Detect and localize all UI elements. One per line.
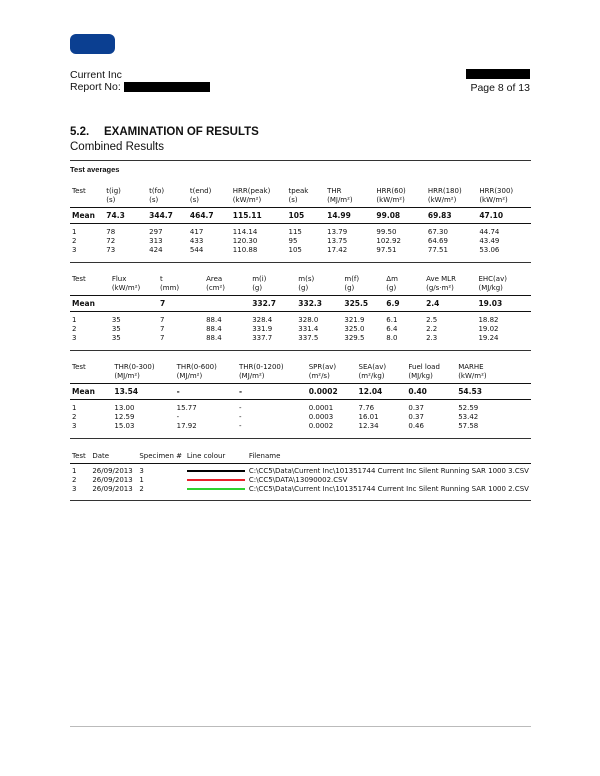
mean-cell: Mean bbox=[70, 296, 110, 312]
column-header-label: m(i) bbox=[252, 275, 267, 283]
table-row bbox=[70, 422, 531, 431]
table-cell: 331.9 bbox=[252, 325, 273, 333]
column-header-label: THR(0-300) bbox=[114, 363, 155, 371]
column-header-unit: (MJ/m²) bbox=[176, 372, 203, 380]
table-cell: 102.92 bbox=[376, 237, 401, 245]
column-header bbox=[374, 187, 425, 208]
table-cell: 19.24 bbox=[478, 334, 499, 342]
column-header bbox=[204, 275, 250, 296]
table-cell: 114.14 bbox=[232, 228, 258, 236]
column-header-label: HRR(60) bbox=[376, 187, 406, 195]
table-cell: 35 bbox=[111, 325, 121, 333]
table-cell: - bbox=[238, 404, 242, 412]
column-header bbox=[110, 275, 158, 296]
column-header-unit: (kW/m²) bbox=[111, 284, 141, 292]
section-heading bbox=[70, 126, 259, 138]
column-header bbox=[342, 275, 384, 296]
column-header-unit: (s) bbox=[288, 196, 298, 204]
table-cell: 424 bbox=[149, 246, 163, 254]
column-header bbox=[384, 275, 424, 296]
table-cell: 7.76 bbox=[358, 404, 375, 412]
table-cell: 1 bbox=[72, 404, 77, 412]
column-header bbox=[158, 275, 204, 296]
column-header: Date bbox=[92, 452, 110, 460]
report-label: Report No: bbox=[70, 81, 121, 93]
column-header-label: HRR(300) bbox=[479, 187, 514, 195]
column-header-unit: (s) bbox=[149, 196, 159, 204]
table-cell: 26/09/2013 bbox=[92, 485, 133, 493]
line-colour-cell bbox=[185, 467, 247, 476]
column-header-unit: (kW/m²) bbox=[232, 196, 262, 204]
mean-row bbox=[70, 208, 531, 224]
divider bbox=[70, 500, 531, 501]
column-header-label: EHC(av) bbox=[478, 275, 507, 283]
table-cell: 72 bbox=[106, 237, 116, 245]
table-cell: 3 bbox=[72, 246, 77, 254]
column-header bbox=[325, 187, 374, 208]
table-cell: 12.59 bbox=[114, 413, 135, 421]
table-cell: 313 bbox=[149, 237, 163, 245]
line-colour-cell bbox=[185, 485, 247, 494]
table-cell: 297 bbox=[149, 228, 163, 236]
table-header-row bbox=[70, 452, 531, 464]
table-cell: 43.49 bbox=[479, 237, 500, 245]
table-cell: 2 bbox=[139, 485, 144, 493]
column-header-unit: (kW/m²) bbox=[458, 372, 487, 380]
table-header-row bbox=[70, 275, 531, 296]
table-cell: 433 bbox=[189, 237, 204, 245]
column-header-unit: (MJ/m²) bbox=[114, 372, 140, 380]
table-cell: 6.4 bbox=[386, 325, 398, 333]
table-row bbox=[70, 325, 531, 334]
table-cell: 2.3 bbox=[426, 334, 438, 342]
table-cell: 53.06 bbox=[479, 246, 500, 254]
mean-cell: 14.99 bbox=[325, 208, 374, 224]
table-cell: 77.51 bbox=[427, 246, 448, 254]
table-cell: 52.59 bbox=[458, 404, 479, 412]
column-header bbox=[112, 363, 174, 384]
table-cell: 328.4 bbox=[252, 316, 273, 324]
column-header bbox=[476, 275, 531, 296]
divider bbox=[70, 438, 531, 439]
mean-row bbox=[70, 384, 531, 400]
table-cell: 1 bbox=[72, 467, 77, 475]
table-cell: 17.42 bbox=[327, 246, 348, 254]
column-header-unit: (m²/s) bbox=[308, 372, 330, 380]
filename-cell: C:\CC5\Data\Current Inc\101351744 Current Inc Silent Running SAR 1000 2.CSV bbox=[248, 485, 529, 493]
table-cell: 78 bbox=[106, 228, 116, 236]
column-header-unit: (kW/m²) bbox=[427, 196, 457, 204]
column-header bbox=[250, 275, 296, 296]
table-cell: 1 bbox=[139, 476, 144, 484]
column-header-unit: (s) bbox=[106, 196, 116, 204]
table-cell: - bbox=[238, 422, 242, 430]
table-cell: 110.88 bbox=[232, 246, 258, 254]
column-header-label: THR(0-1200) bbox=[238, 363, 284, 371]
mean-cell: 105 bbox=[287, 208, 326, 224]
table-cell: 26/09/2013 bbox=[92, 467, 133, 475]
company-logo bbox=[70, 34, 115, 54]
table-cell: 328.0 bbox=[298, 316, 319, 324]
file-row bbox=[70, 467, 531, 476]
redaction-box bbox=[124, 82, 210, 92]
table-cell: - bbox=[238, 413, 242, 421]
column-header bbox=[424, 275, 476, 296]
table-cell: 15.77 bbox=[176, 404, 197, 412]
mean-cell: - bbox=[237, 384, 307, 400]
column-header bbox=[231, 187, 287, 208]
table-row bbox=[70, 413, 531, 422]
results-table-2 bbox=[70, 275, 531, 343]
mean-cell: 19.03 bbox=[476, 296, 531, 312]
section-title: EXAMINATION OF RESULTS bbox=[104, 126, 259, 138]
column-header-label: SPR(av) bbox=[308, 363, 337, 371]
column-header bbox=[296, 275, 342, 296]
table-cell: 88.4 bbox=[206, 334, 222, 342]
line-colour-swatch bbox=[187, 470, 245, 472]
column-header-label: Δm bbox=[386, 275, 398, 283]
column-header-unit: (g) bbox=[252, 284, 263, 292]
column-header bbox=[307, 363, 357, 384]
column-header bbox=[70, 187, 104, 208]
table-cell: 19.02 bbox=[478, 325, 499, 333]
column-header: Filename bbox=[248, 452, 281, 460]
table-cell: 13.00 bbox=[114, 404, 135, 412]
table-caption: Test averages bbox=[70, 165, 120, 174]
mean-cell: 325.5 bbox=[342, 296, 384, 312]
table-cell: 417 bbox=[189, 228, 204, 236]
column-header-label: t(end) bbox=[189, 187, 212, 195]
column-header bbox=[456, 363, 531, 384]
column-header bbox=[237, 363, 307, 384]
mean-cell: - bbox=[175, 384, 237, 400]
column-header-label: m(f) bbox=[344, 275, 360, 283]
table-cell: 105 bbox=[288, 246, 302, 254]
table-cell: 64.69 bbox=[427, 237, 448, 245]
mean-cell: Mean bbox=[70, 208, 104, 224]
mean-cell: 12.04 bbox=[357, 384, 407, 400]
column-header: Specimen # bbox=[139, 452, 182, 460]
table-cell: 88.4 bbox=[206, 325, 222, 333]
column-header-unit: (MJ/m²) bbox=[238, 372, 265, 380]
table-cell: 15.03 bbox=[114, 422, 135, 430]
column-header bbox=[287, 187, 326, 208]
mean-cell: 0.0002 bbox=[307, 384, 357, 400]
column-header-label: tpeak bbox=[288, 187, 309, 195]
table-cell: 0.0002 bbox=[308, 422, 334, 430]
header-right bbox=[466, 69, 530, 94]
mean-cell: 99.08 bbox=[374, 208, 425, 224]
column-header-label: MARHE bbox=[458, 363, 484, 371]
table-row bbox=[70, 400, 531, 414]
table-cell: 97.51 bbox=[376, 246, 397, 254]
table-cell: 1 bbox=[72, 228, 77, 236]
column-header bbox=[357, 363, 407, 384]
table-cell: 67.30 bbox=[427, 228, 448, 236]
table-cell: 544 bbox=[189, 246, 204, 254]
table-cell: 321.9 bbox=[344, 316, 365, 324]
column-header bbox=[477, 187, 531, 208]
table-cell: 337.5 bbox=[298, 334, 319, 342]
table-cell: 57.58 bbox=[458, 422, 479, 430]
column-header bbox=[70, 363, 112, 384]
table-cell: 2 bbox=[72, 325, 77, 333]
mean-cell: Mean bbox=[70, 384, 112, 400]
file-row bbox=[70, 476, 531, 485]
table-cell: 26/09/2013 bbox=[92, 476, 133, 484]
files-table bbox=[70, 452, 531, 494]
table-cell: 115 bbox=[288, 228, 302, 236]
column-header-label: t(ig) bbox=[106, 187, 121, 195]
column-header-unit: (cm²) bbox=[206, 284, 226, 292]
table-row bbox=[70, 312, 531, 326]
divider bbox=[70, 160, 531, 161]
mean-row bbox=[70, 296, 531, 312]
mean-cell: 115.11 bbox=[231, 208, 287, 224]
table-cell: 35 bbox=[111, 334, 121, 342]
column-header bbox=[188, 187, 231, 208]
mean-cell: 7 bbox=[158, 296, 204, 312]
table-row bbox=[70, 246, 531, 255]
column-header-unit: (s) bbox=[189, 196, 200, 204]
column-header-unit: (g) bbox=[298, 284, 309, 292]
mean-cell: 54.53 bbox=[456, 384, 531, 400]
results-table-1 bbox=[70, 187, 531, 255]
footer-rule bbox=[70, 726, 531, 727]
table-row bbox=[70, 334, 531, 343]
table-cell: 3 bbox=[72, 485, 77, 493]
table-cell: 88.4 bbox=[206, 316, 222, 324]
filename-cell: C:\CC5\Data\Current Inc\101351744 Current Inc Silent Running SAR 1000 3.CSV bbox=[248, 467, 529, 475]
table-cell: 2.2 bbox=[426, 325, 438, 333]
table-cell: 53.42 bbox=[458, 413, 479, 421]
mean-cell: 332.3 bbox=[296, 296, 342, 312]
table-header-row bbox=[70, 363, 531, 384]
table-cell: 329.5 bbox=[344, 334, 365, 342]
table-cell: 3 bbox=[72, 334, 77, 342]
table-cell: 7 bbox=[160, 334, 165, 342]
line-colour-swatch bbox=[187, 479, 245, 481]
table-cell: 35 bbox=[111, 316, 121, 324]
table-cell: 2 bbox=[72, 237, 77, 245]
mean-cell: 69.83 bbox=[426, 208, 477, 224]
table-header-row bbox=[70, 187, 531, 208]
table-cell: 7 bbox=[160, 325, 165, 333]
table-cell: 0.37 bbox=[408, 413, 424, 421]
table-cell: 99.50 bbox=[376, 228, 397, 236]
table-cell: 6.1 bbox=[386, 316, 398, 324]
column-header-label: m(s) bbox=[298, 275, 315, 283]
mean-cell bbox=[110, 296, 158, 312]
column-header-unit: (MJ/m²) bbox=[327, 196, 353, 204]
column-header-unit: (kW/m²) bbox=[479, 196, 508, 204]
table-cell: 2 bbox=[72, 476, 77, 484]
mean-cell: 47.10 bbox=[477, 208, 531, 224]
column-header-label: Fuel load bbox=[408, 363, 440, 371]
section-subtitle: Combined Results bbox=[70, 141, 164, 153]
results-table-3 bbox=[70, 363, 531, 431]
column-header-unit: (mm) bbox=[160, 284, 180, 292]
table-cell: 16.01 bbox=[358, 413, 379, 421]
table-cell: 0.37 bbox=[408, 404, 424, 412]
table-cell: 8.0 bbox=[386, 334, 398, 342]
redaction-box bbox=[466, 69, 530, 79]
mean-cell: 74.3 bbox=[104, 208, 147, 224]
column-header: Test bbox=[72, 452, 86, 460]
table-cell: 0.0001 bbox=[308, 404, 334, 412]
column-header-label: Ave MLR bbox=[426, 275, 456, 283]
table-cell: 17.92 bbox=[176, 422, 197, 430]
section-number: 5.2. bbox=[70, 126, 90, 138]
mean-cell: 332.7 bbox=[250, 296, 296, 312]
table-cell: 120.30 bbox=[232, 237, 258, 245]
table-cell: 12.34 bbox=[358, 422, 379, 430]
mean-cell: 0.40 bbox=[406, 384, 456, 400]
line-colour-cell bbox=[185, 476, 247, 485]
table-cell: 73 bbox=[106, 246, 116, 254]
file-row bbox=[70, 485, 531, 494]
column-header bbox=[104, 187, 147, 208]
table-cell: 18.82 bbox=[478, 316, 499, 324]
column-header-unit: (MJ/kg) bbox=[478, 284, 503, 292]
column-header bbox=[426, 187, 477, 208]
table-cell: 1 bbox=[72, 316, 77, 324]
column-header bbox=[70, 275, 110, 296]
table-cell: 7 bbox=[160, 316, 165, 324]
table-cell: - bbox=[176, 413, 180, 421]
mean-cell: 6.9 bbox=[384, 296, 424, 312]
mean-cell: 464.7 bbox=[188, 208, 231, 224]
column-header-unit: (g) bbox=[344, 284, 355, 292]
column-header-label: SEA(av) bbox=[358, 363, 387, 371]
column-header-unit: (m²/kg) bbox=[358, 372, 385, 380]
table-cell: 3 bbox=[139, 467, 144, 475]
line-colour-swatch bbox=[187, 488, 245, 490]
table-cell: 2 bbox=[72, 413, 77, 421]
column-header-label: THR bbox=[327, 187, 342, 195]
mean-cell: 13.54 bbox=[112, 384, 174, 400]
table-cell: 95 bbox=[288, 237, 298, 245]
table-cell: 13.79 bbox=[327, 228, 348, 236]
column-header-label: Test bbox=[72, 187, 86, 195]
table-cell: 0.0003 bbox=[308, 413, 334, 421]
header-left bbox=[70, 69, 210, 93]
column-header-label: t bbox=[160, 275, 163, 283]
table-cell: 3 bbox=[72, 422, 77, 430]
column-header: Line colour bbox=[186, 452, 226, 460]
table-cell: 44.74 bbox=[479, 228, 500, 236]
company-name: Current Inc bbox=[70, 69, 122, 81]
column-header bbox=[147, 187, 188, 208]
page-number: Page 8 of 13 bbox=[470, 82, 530, 94]
mean-cell: 344.7 bbox=[147, 208, 188, 224]
table-cell: 325.0 bbox=[344, 325, 365, 333]
column-header-unit: (g/s·m²) bbox=[426, 284, 454, 292]
filename-cell: C:\CC5\DATA\13090002.CSV bbox=[248, 476, 348, 484]
column-header bbox=[406, 363, 456, 384]
report-number-row bbox=[70, 81, 210, 93]
column-header-label: THR(0-600) bbox=[176, 363, 217, 371]
column-header-unit: (g) bbox=[386, 284, 397, 292]
table-cell: 337.7 bbox=[252, 334, 273, 342]
mean-cell: 2.4 bbox=[424, 296, 476, 312]
table-cell: 2.5 bbox=[426, 316, 438, 324]
column-header-unit: (kW/m²) bbox=[376, 196, 405, 204]
column-header-label: Test bbox=[72, 363, 86, 371]
column-header-label: HRR(180) bbox=[427, 187, 462, 195]
mean-cell bbox=[204, 296, 250, 312]
column-header bbox=[175, 363, 237, 384]
column-header-label: HRR(peak) bbox=[232, 187, 271, 195]
column-header-label: Area bbox=[206, 275, 223, 283]
column-header-label: Test bbox=[72, 275, 86, 283]
table-cell: 0.46 bbox=[408, 422, 424, 430]
table-row bbox=[70, 237, 531, 246]
table-cell: 13.75 bbox=[327, 237, 348, 245]
column-header-label: t(fo) bbox=[149, 187, 165, 195]
divider bbox=[70, 262, 531, 263]
divider bbox=[70, 350, 531, 351]
table-cell: 331.4 bbox=[298, 325, 319, 333]
column-header-label: Flux bbox=[111, 275, 127, 283]
column-header-unit: (MJ/kg) bbox=[408, 372, 433, 380]
table-row bbox=[70, 224, 531, 238]
